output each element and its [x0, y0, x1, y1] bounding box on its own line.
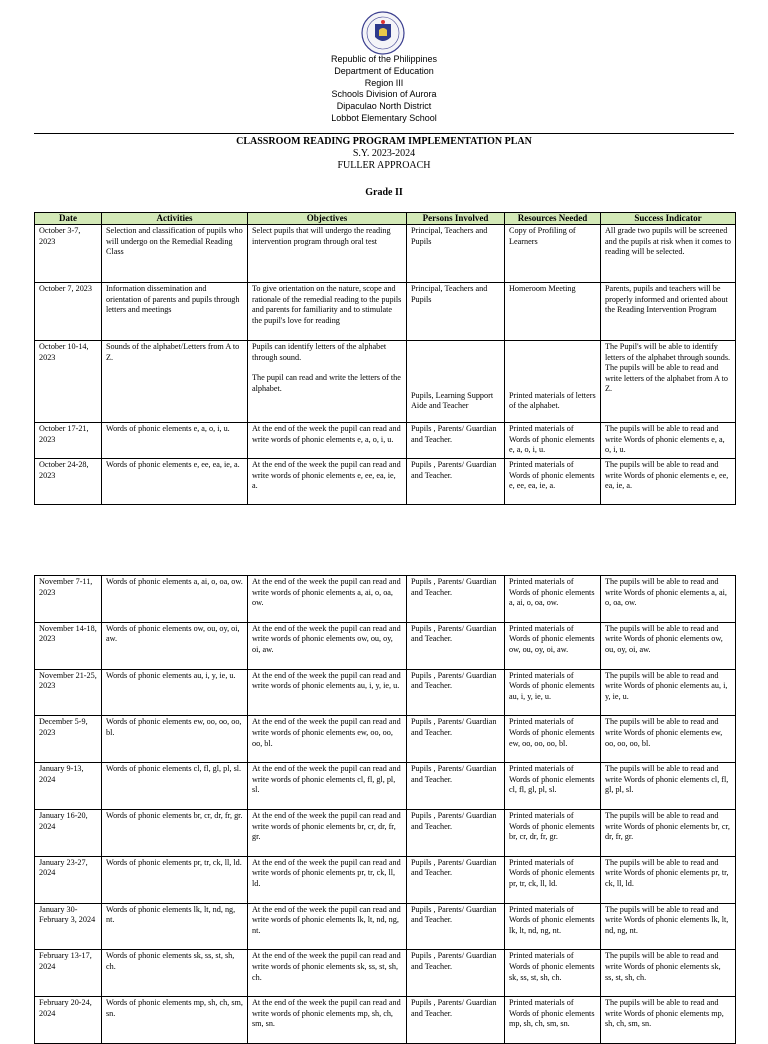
cell-resources: Printed materials of Words of phonic elements pr, tr, ck, ll, ld.	[505, 856, 601, 903]
cell-date: February 20-24, 2024	[35, 997, 102, 1044]
cell-objectives: Select pupils that will undergo the reading intervention program through oral test	[248, 225, 407, 283]
school-header	[0, 54, 768, 125]
cell-indicator: The pupils will be able to read and write Words of phonic elements a, ai, o, oa, ow.	[601, 576, 736, 623]
cell-indicator: The pupils will be able to read and write Words of phonic elements br, cr, dr, fr, gr.	[601, 809, 736, 856]
cell-persons: Pupils , Parents/ Guardian and Teacher.	[407, 669, 505, 716]
cell-resources: Homeroom Meeting	[505, 283, 601, 341]
cell-persons: Pupils , Parents/ Guardian and Teacher.	[407, 809, 505, 856]
cell-activities: Words of phonic elements mp, sh, ch, sm, sn.	[102, 997, 248, 1044]
cell-date: January 9-13, 2024	[35, 763, 102, 810]
cell-persons: Pupils , Parents/ Guardian and Teacher.	[407, 622, 505, 669]
cell-objectives: To give orientation on the nature, scope and rationale of the remedial reading to the pupils and parents for familiarity and to stimulate the pupil's love for reading	[248, 283, 407, 341]
col-header-activities: Activities	[102, 213, 248, 225]
cell-indicator: The pupils will be able to read and write Words of phonic elements e, ee, ea, ie, a.	[601, 459, 736, 505]
cell-indicator: The pupils will be able to read and write Words of phonic elements cl, fl, gl, pl, sl.	[601, 763, 736, 810]
cell-persons: Pupils , Parents/ Guardian and Teacher.	[407, 423, 505, 459]
cell-objectives: At the end of the week the pupil can read and write words of phonic elements br, cr, dr, fr, gr.	[248, 809, 407, 856]
cell-activities: Words of phonic elements br, cr, dr, fr, gr.	[102, 809, 248, 856]
header-line-department: Department of Education	[334, 65, 434, 76]
cell-date: January 30- February 3, 2024	[35, 903, 102, 950]
cell-indicator	[601, 341, 736, 423]
cell-resources: Printed materials of Words of phonic elements ow, ou, oy, oi, aw.	[505, 622, 601, 669]
table-row	[35, 459, 736, 505]
table-row	[35, 423, 736, 459]
grade-label: Grade II	[365, 187, 403, 198]
cell-objectives: At the end of the week the pupil can read and write words of phonic elements ow, ou, oy, oi, aw.	[248, 622, 407, 669]
table-row	[35, 856, 736, 903]
cell-activities: Words of phonic elements lk, lt, nd, ng, nt.	[102, 903, 248, 950]
cell-persons: Pupils , Parents/ Guardian and Teacher.	[407, 716, 505, 763]
cell-activities: Sounds of the alphabet/Letters from A to Z.	[102, 341, 248, 423]
header-line-district: Dipaculao North District	[336, 101, 432, 112]
cell-objectives: At the end of the week the pupil can read and write words of phonic elements lk, lt, nd, ng, nt.	[248, 903, 407, 950]
cell-indicator: The pupils will be able to read and write Words of phonic elements ew, oo, oo, oo, bl.	[601, 716, 736, 763]
cell-activities: Selection and classification of pupils who will undergo on the Remedial Reading Class	[102, 225, 248, 283]
cell-resources: Printed materials of Words of phonic elements au, i, y, ie, u.	[505, 669, 601, 716]
cell-persons: Pupils , Parents/ Guardian and Teacher.	[407, 950, 505, 997]
table-row	[35, 225, 736, 283]
cell-date: January 16-20, 2024	[35, 809, 102, 856]
table-row	[35, 950, 736, 997]
cell-activities: Words of phonic elements au, i, y, ie, u.	[102, 669, 248, 716]
cell-objectives: At the end of the week the pupil can read and write words of phonic elements mp, sh, ch, sm, sn.	[248, 997, 407, 1044]
cell-resources: Copy of Profiling of Learners	[505, 225, 601, 283]
table-row	[35, 763, 736, 810]
col-header-persons: Persons Involved	[407, 213, 505, 225]
cell-activities: Words of phonic elements e, ee, ea, ie, a.	[102, 459, 248, 505]
approach-title: FULLER APPROACH	[337, 160, 431, 172]
cell-persons: Pupils , Parents/ Guardian and Teacher.	[407, 903, 505, 950]
table-row	[35, 809, 736, 856]
cell-persons: Pupils , Parents/ Guardian and Teacher.	[407, 856, 505, 903]
cell-date: October 3-7, 2023	[35, 225, 102, 283]
col-header-resources: Resources Needed	[505, 213, 601, 225]
cell-objectives	[248, 341, 407, 423]
cell-indicator: The pupils will be able to read and write Words of phonic elements lk, lt, nd, ng, nt.	[601, 903, 736, 950]
cell-objectives: At the end of the week the pupil can read and write words of phonic elements e, a, o, i, u.	[248, 423, 407, 459]
cell-objectives: At the end of the week the pupil can read and write words of phonic elements a, ai, o, oa, ow.	[248, 576, 407, 623]
cell-objectives: At the end of the week the pupil can read and write words of phonic elements pr, tr, ck, ll, ld.	[248, 856, 407, 903]
col-header-indicator: Success Indicator	[601, 213, 736, 225]
cell-resources: Printed materials of Words of phonic elements br, cr, dr, fr, gr.	[505, 809, 601, 856]
header-line-region: Region III	[364, 77, 404, 88]
header-line-division: Schools Division of Aurora	[331, 89, 437, 100]
cell-persons: Pupils , Parents/ Guardian and Teacher.	[407, 576, 505, 623]
cell-indicator: All grade two pupils will be screened and the pupils at risk when it comes to reading will be selected.	[601, 225, 736, 283]
cell-activities: Words of phonic elements ew, oo, oo, oo, bl.	[102, 716, 248, 763]
cell-resources: Printed materials of Words of phonic elements e, ee, ea, ie, a.	[505, 459, 601, 505]
cell-indicator: The pupils will be able to read and write Words of phonic elements ow, ou, oy, oi, aw.	[601, 622, 736, 669]
col-header-date: Date	[35, 213, 102, 225]
cell-indicator: Parents, pupils and teachers will be properly informed and oriented about the Reading Intervention Program	[601, 283, 736, 341]
table-row	[35, 622, 736, 669]
cell-date: October 7, 2023	[35, 283, 102, 341]
cell-indicator: The pupils will be able to read and write Words of phonic elements e, a, o, i, u.	[601, 423, 736, 459]
cell-objectives: At the end of the week the pupil can read and write words of phonic elements au, i, y, ie, u.	[248, 669, 407, 716]
col-header-objectives: Objectives	[248, 213, 407, 225]
plan-title-block	[0, 136, 768, 173]
cell-activities: Words of phonic elements cl, fl, gl, pl, sl.	[102, 763, 248, 810]
cell-resources: Printed materials of Words of phonic elements a, ai, o, oa, ow.	[505, 576, 601, 623]
cell-persons: Principal, Teachers and Pupils	[407, 283, 505, 341]
cell-resources: Printed materials of Words of phonic elements sk, ss, st, sh, ch.	[505, 950, 601, 997]
header-divider	[34, 133, 734, 134]
cell-persons: Pupils, Learning Support Aide and Teacher	[407, 341, 505, 423]
cell-objectives: At the end of the week the pupil can read and write words of phonic elements cl, fl, gl, pl, sl.	[248, 763, 407, 810]
cell-objectives: At the end of the week the pupil can read and write words of phonic elements e, ee, ea, ie, a.	[248, 459, 407, 505]
cell-date: October 24-28, 2023	[35, 459, 102, 505]
cell-activities: Words of phonic elements pr, tr, ck, ll, ld.	[102, 856, 248, 903]
cell-resources: Printed materials of Words of phonic elements cl, fl, gl, pl, sl.	[505, 763, 601, 810]
cell-persons: Principal, Teachers and Pupils	[407, 225, 505, 283]
table-row	[35, 716, 736, 763]
cell-indicator: The pupils will be able to read and write Words of phonic elements mp, sh, ch, sm, sn.	[601, 997, 736, 1044]
cell-persons: Pupils , Parents/ Guardian and Teacher.	[407, 997, 505, 1044]
cell-objectives: At the end of the week the pupil can read and write words of phonic elements sk, ss, st, sh, ch.	[248, 950, 407, 997]
cell-activities: Information dissemination and orientation of parents and pupils through letters and meetings	[102, 283, 248, 341]
cell-resources: Printed materials of Words of phonic elements ew, oo, oo, oo, bl.	[505, 716, 601, 763]
header-line-country: Republic of the Philippines	[330, 54, 438, 64]
cell-date: January 23-27, 2024	[35, 856, 102, 903]
cell-activities: Words of phonic elements sk, ss, st, sh, ch.	[102, 950, 248, 997]
cell-indicator: The pupils will be able to read and write Words of phonic elements pr, tr, ck, ll, ld.	[601, 856, 736, 903]
reading-plan-table-1	[34, 212, 736, 505]
cell-activities: Words of phonic elements ow, ou, oy, oi, aw.	[102, 622, 248, 669]
cell-date: October 17-21, 2023	[35, 423, 102, 459]
table-row	[35, 341, 736, 423]
cell-persons: Pupils , Parents/ Guardian and Teacher.	[407, 459, 505, 505]
cell-resources: Printed materials of Words of phonic elements mp, sh, ch, sm, sn.	[505, 997, 601, 1044]
cell-date: December 5-9, 2023	[35, 716, 102, 763]
header-line-school: Lobbot Elementary School	[331, 112, 437, 123]
table-row	[35, 283, 736, 341]
table-row	[35, 669, 736, 716]
indicator-line: The Pupil's will be able to identify letters of the alphabet through sounds.	[605, 342, 731, 362]
plan-title: CLASSROOM READING PROGRAM IMPLEMENTATION PLAN	[236, 136, 532, 147]
cell-objectives: At the end of the week the pupil can read and write words of phonic elements ew, oo, oo, oo, bl.	[248, 716, 407, 763]
objective-line: The pupil can read and write the letters of the alphabet.	[252, 373, 401, 393]
school-year: S.Y. 2023-2024	[352, 148, 416, 160]
cell-date: February 13-17, 2024	[35, 950, 102, 997]
table-row	[35, 576, 736, 623]
cell-resources: Printed materials of Words of phonic elements e, a, o, i, u.	[505, 423, 601, 459]
cell-activities: Words of phonic elements a, ai, o, oa, ow.	[102, 576, 248, 623]
cell-date: November 14-18, 2023	[35, 622, 102, 669]
table-row	[35, 903, 736, 950]
cell-date: November 21-25, 2023	[35, 669, 102, 716]
cell-activities: Words of phonic elements e, a, o, i, u.	[102, 423, 248, 459]
cell-resources: Printed materials of letters of the alphabet.	[505, 341, 601, 423]
cell-indicator: The pupils will be able to read and write Words of phonic elements au, i, y, ie, u.	[601, 669, 736, 716]
cell-persons: Pupils , Parents/ Guardian and Teacher.	[407, 763, 505, 810]
reading-plan-table-2	[34, 575, 736, 1044]
indicator-line: The pupils will be able to read and write letters of the alphabet from A to Z.	[605, 363, 729, 394]
objective-line: Pupils can identify letters of the alphabet through sound.	[252, 342, 387, 362]
cell-resources: Printed materials of Words of phonic elements lk, lt, nd, ng, nt.	[505, 903, 601, 950]
cell-date: November 7-11, 2023	[35, 576, 102, 623]
table-header-row	[35, 213, 736, 225]
deped-seal-logo	[357, 10, 409, 56]
cell-indicator: The pupils will be able to read and write Words of phonic elements sk, ss, st, sh, ch.	[601, 950, 736, 997]
cell-date: October 10-14, 2023	[35, 341, 102, 423]
table-row	[35, 997, 736, 1044]
